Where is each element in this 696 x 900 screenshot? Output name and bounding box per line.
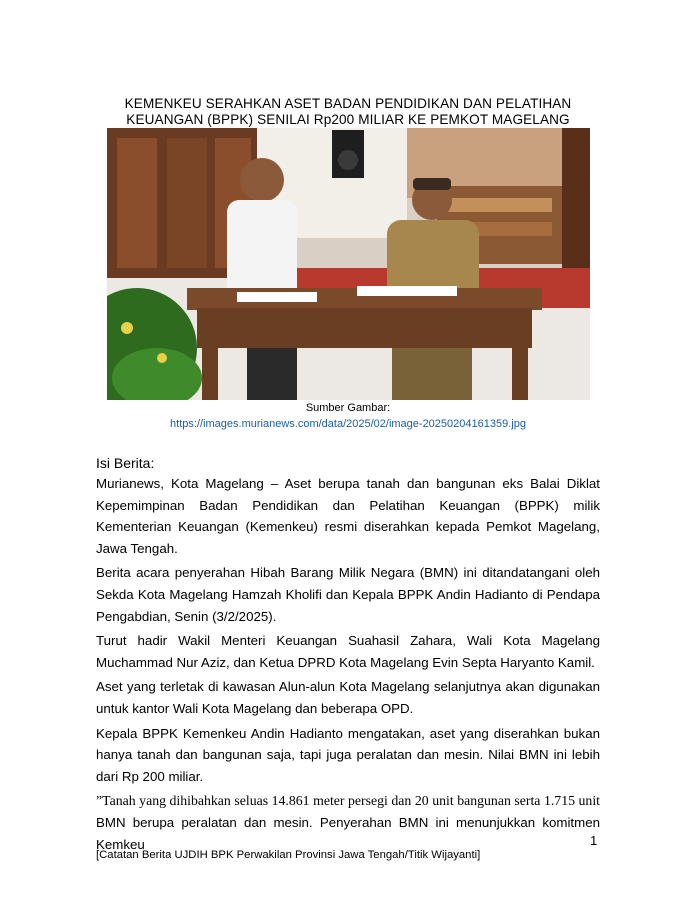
page-number: 1 (590, 833, 598, 848)
quote-sans-text: BMN berupa peralatan dan mesin. Penyerahan BMN ini menunjukkan komitmen Kemkeu (96, 814, 600, 852)
article-title-line-1: KEMENKEU SERAHKAN ASET BADAN PENDIDIKAN DAN PELATIHAN (124, 96, 572, 111)
news-photo (107, 128, 590, 400)
article-title (60, 96, 636, 128)
article-body (96, 473, 600, 858)
quote-serif-text: ”Tanah yang dihibahkan seluas 14.861 meter persegi dan 20 unit bangunan serta 1.715 unit (96, 793, 600, 809)
section-heading: Isi Berita: (96, 455, 155, 471)
paragraph-5: Kepala BPPK Kemenkeu Andin Hadianto mengatakan, aset yang diserahkan bukan hanya tanah dan bangunan saja, tapi juga peralatan dan mesin. Nilai BMN ini lebih dari Rp 200 miliar. (96, 725, 600, 784)
image-caption: Sumber Gambar: (305, 402, 391, 414)
paragraph-1: Murianews, Kota Magelang – Aset berupa tanah dan bangunan eks Balai Diklat Kepemimpinan Badan Pendidikan dan Pelatihan Keuangan (BPPK) milik Kementerian Keuangan (Kemenkeu) resmi diserahkan kepada Pemkot Magelang, Jawa Tengah. (96, 476, 600, 556)
paragraph-4: Aset yang terletak di kawasan Alun-alun Kota Magelang selanjutnya akan digunakan untuk kantor Wali Kota Magelang dan beberapa OPD. (96, 679, 600, 716)
paragraph-2: Berita acara penyerahan Hibah Barang Milik Negara (BMN) ini ditandatangani oleh Sekda Kota Magelang Hamzah Kholifi dan Kepala BPPK Andin Hadianto di Pendapa Pengabdian, Senin (3/2/2025). (96, 565, 600, 624)
paragraph-3: Turut hadir Wakil Menteri Keuangan Suahasil Zahara, Wali Kota Magelang Muchammad Nur Aziz, dan Ketua DPRD Kota Magelang Evin Septa Haryanto Kamil. (96, 633, 600, 670)
page-footer: [Catatan Berita UJDIH BPK Perwakilan Provinsi Jawa Tengah/Titik Wijayanti] (96, 849, 481, 861)
article-title-line-2: KEUANGAN (BPPK) SENILAI Rp200 MILIAR KE PEMKOT MAGELANG (126, 112, 570, 127)
paragraph-quote (96, 790, 600, 855)
image-source-link[interactable]: https://images.murianews.com/data/2025/02/image-20250204161359.jpg (170, 418, 526, 430)
